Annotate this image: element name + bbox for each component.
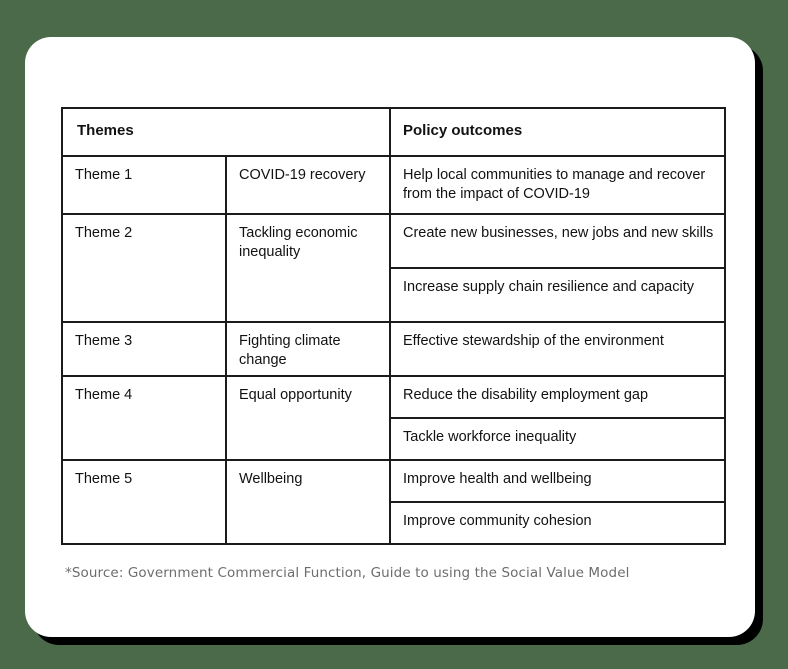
table-row [62, 214, 725, 268]
policy-outcome-label-3-1: Effective stewardship of the environment [403, 333, 664, 349]
theme-number-label-2: Theme 2 [75, 225, 133, 241]
theme-number-label-3: Theme 3 [75, 333, 133, 349]
column-header-policy-outcomes-label: Policy outcomes [403, 122, 523, 139]
theme-number-cell-4 [62, 376, 226, 460]
policy-outcome-label-2-2: Increase supply chain resilience and capacity [403, 279, 694, 295]
policy-outcome-cell-5-2 [390, 502, 725, 544]
policy-outcome-cell-2-2 [390, 268, 725, 322]
table-header-row [62, 108, 725, 156]
theme-name-label-2: Tackling economic inequality [239, 225, 358, 260]
theme-name-cell-5 [226, 460, 390, 544]
content-card [25, 37, 755, 637]
theme-name-cell-3 [226, 322, 390, 376]
theme-name-label-5: Wellbeing [239, 471, 303, 488]
policy-outcome-cell-1-1 [390, 156, 725, 214]
policy-outcome-cell-3-1 [390, 322, 725, 376]
table-row [62, 376, 725, 418]
policy-outcome-label-2-1: Create new businesses, new jobs and new skills [403, 225, 714, 241]
theme-number-cell-5 [62, 460, 226, 544]
column-header-themes [62, 108, 390, 156]
theme-name-label-1: COVID-19 recovery [239, 167, 366, 183]
policy-outcome-cell-5-1 [390, 460, 725, 502]
table-row [62, 460, 725, 502]
theme-number-label-5: Theme 5 [75, 471, 133, 488]
theme-number-cell-2 [62, 214, 226, 322]
policy-outcome-cell-2-1 [390, 214, 725, 268]
table-row [62, 322, 725, 376]
column-header-themes-label: Themes [77, 122, 134, 139]
table-row [62, 156, 725, 214]
theme-name-cell-2 [226, 214, 390, 322]
theme-number-cell-1 [62, 156, 226, 214]
theme-name-label-4: Equal opportunity [239, 387, 352, 404]
policy-outcome-label-5-2: Improve community cohesion [403, 513, 592, 530]
theme-name-cell-4 [226, 376, 390, 460]
policy-outcome-cell-4-2 [390, 418, 725, 460]
policy-outcome-label-5-1: Improve health and wellbeing [403, 471, 592, 488]
social-value-model-table [61, 107, 726, 545]
theme-number-cell-3 [62, 322, 226, 376]
theme-number-label-4: Theme 4 [75, 387, 133, 404]
theme-name-label-3: Fighting climate change [239, 333, 341, 368]
social-value-model-table-container [61, 107, 726, 545]
theme-name-cell-1 [226, 156, 390, 214]
policy-outcome-label-4-2: Tackle workforce inequality [403, 429, 577, 446]
policy-outcome-label-1-1: Help local communities to manage and recover from the impact of COVID-19 [403, 167, 706, 202]
source-footnote: *Source: Government Commercial Function, Guide to using the Social Value Model [65, 565, 630, 581]
theme-number-label-1: Theme 1 [75, 167, 133, 183]
policy-outcome-cell-4-1 [390, 376, 725, 418]
policy-outcome-label-4-1: Reduce the disability employment gap [403, 387, 649, 404]
column-header-policy-outcomes [390, 108, 725, 156]
